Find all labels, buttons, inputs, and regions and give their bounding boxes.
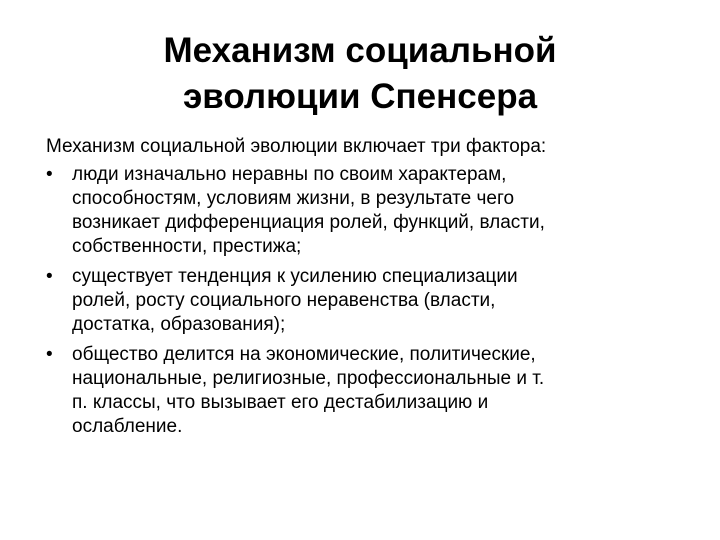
bullet-line: ролей, росту социального неравенства (власти,: [72, 290, 496, 311]
bullet-icon: •: [46, 344, 53, 365]
bullet-line: достатка, образования);: [72, 314, 286, 335]
bullet-line: общество делится на экономические, политические,: [72, 344, 536, 365]
bullet-line: п. классы, что вызывает его дестабилизацию и: [72, 392, 489, 413]
slide-title-line: Механизм социальной: [163, 31, 557, 70]
slide-title-line: эволюции Спенсера: [182, 77, 538, 116]
bullet-line: национальные, религиозные, профессиональные и т.: [72, 368, 545, 389]
slide-title: [40, 28, 680, 120]
bullet-icon: •: [46, 266, 53, 287]
bullet-list: [46, 163, 696, 439]
bullet-item: [46, 163, 696, 259]
bullet-line: ослабление.: [72, 416, 183, 437]
bullet-line: способностям, условиям жизни, в результате чего: [72, 188, 515, 209]
bullet-line: возникает дифференциация ролей, функций, власти,: [72, 212, 545, 233]
bullet-item: [46, 343, 696, 439]
bullet-line: существует тенденция к усилению специализации: [72, 266, 518, 287]
bullet-line: собственности, престижа;: [72, 236, 302, 257]
bullet-icon: •: [46, 164, 53, 185]
bullet-line: люди изначально неравны по своим характерам,: [72, 164, 507, 185]
slide-content: [46, 134, 696, 445]
bullet-item: [46, 265, 696, 337]
intro-text: Механизм социальной эволюции включает три фактора:: [46, 136, 547, 157]
